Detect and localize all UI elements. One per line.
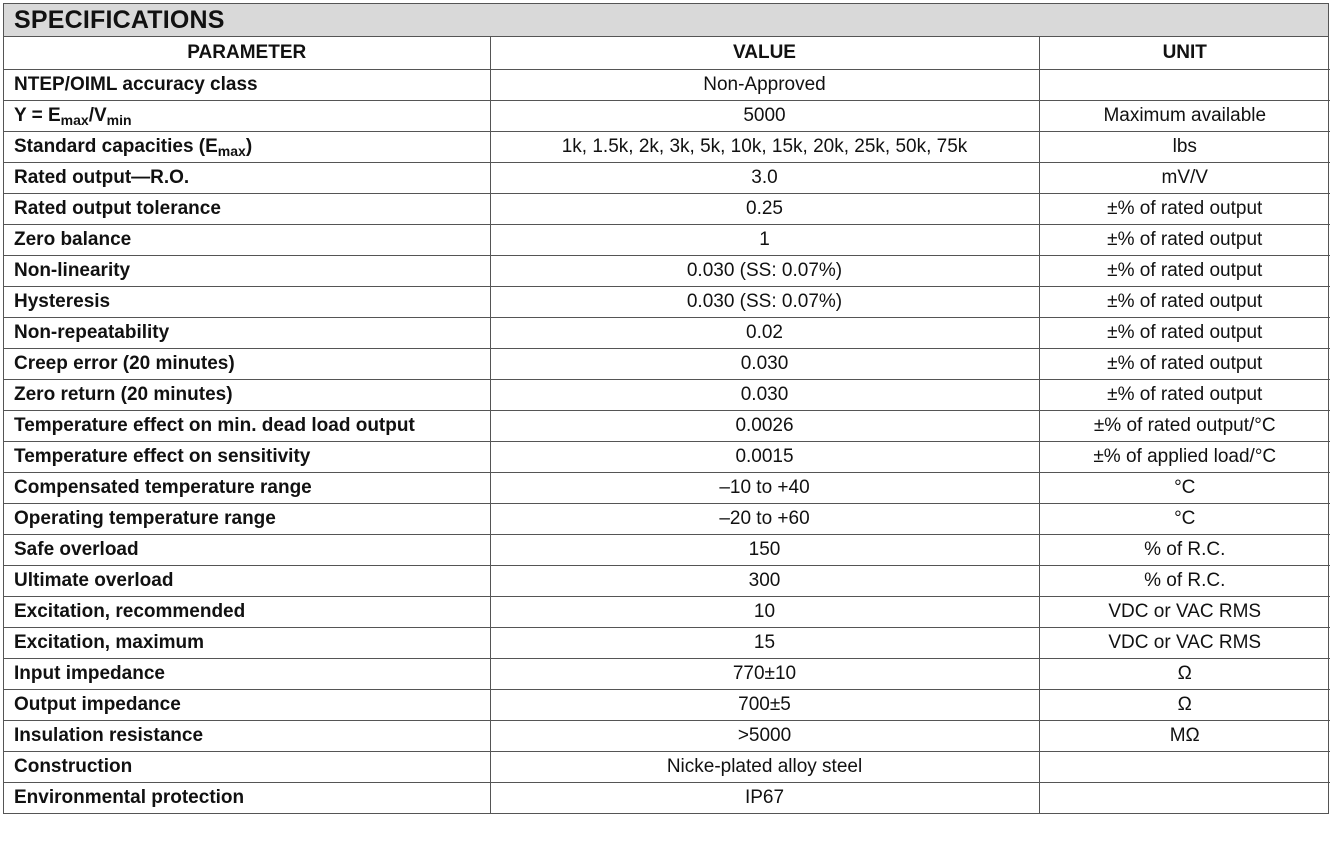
header-value: VALUE <box>490 37 1039 69</box>
table-row <box>4 596 1330 627</box>
table-row <box>4 503 1330 534</box>
unit-cell: lbs <box>1039 131 1330 162</box>
param-cell <box>4 131 490 162</box>
unit-cell: VDC or VAC RMS <box>1039 627 1330 658</box>
unit-cell: °C <box>1039 503 1330 534</box>
value-cell: 5000 <box>490 100 1039 131</box>
table-row <box>4 100 1330 131</box>
table-row <box>4 348 1330 379</box>
param-cell <box>4 100 490 131</box>
param-cell: Rated output tolerance <box>4 193 490 224</box>
unit-cell: ±% of rated output <box>1039 317 1330 348</box>
value-cell: Nicke-plated alloy steel <box>490 751 1039 782</box>
value-cell: 10 <box>490 596 1039 627</box>
table-row <box>4 69 1330 100</box>
unit-cell <box>1039 782 1330 813</box>
unit-cell: % of R.C. <box>1039 565 1330 596</box>
value-cell: 0.25 <box>490 193 1039 224</box>
unit-cell: % of R.C. <box>1039 534 1330 565</box>
param-text: ) <box>245 135 253 157</box>
table-row <box>4 441 1330 472</box>
unit-cell: ±% of rated output/°C <box>1039 410 1330 441</box>
value-cell: 0.030 (SS: 0.07%) <box>490 255 1039 286</box>
table-row <box>4 751 1330 782</box>
param-cell: Zero return (20 minutes) <box>4 379 490 410</box>
unit-cell: ±% of rated output <box>1039 286 1330 317</box>
param-cell: Excitation, recommended <box>4 596 490 627</box>
table-row <box>4 410 1330 441</box>
param-cell: Safe overload <box>4 534 490 565</box>
param-cell: Operating temperature range <box>4 503 490 534</box>
table-row <box>4 162 1330 193</box>
value-cell: 150 <box>490 534 1039 565</box>
unit-cell: Ω <box>1039 658 1330 689</box>
value-cell: 0.0026 <box>490 410 1039 441</box>
table-row <box>4 782 1330 813</box>
value-cell: –10 to +40 <box>490 472 1039 503</box>
table-row <box>4 565 1330 596</box>
unit-cell: MΩ <box>1039 720 1330 751</box>
table-row <box>4 627 1330 658</box>
value-cell: 0.030 <box>490 379 1039 410</box>
table-row <box>4 224 1330 255</box>
table-row <box>4 379 1330 410</box>
unit-cell: Maximum available <box>1039 100 1330 131</box>
value-cell: 1k, 1.5k, 2k, 3k, 5k, 10k, 15k, 20k, 25k, 50k, 75k <box>490 131 1039 162</box>
table-row <box>4 131 1330 162</box>
unit-cell: ±% of rated output <box>1039 193 1330 224</box>
value-cell: –20 to +60 <box>490 503 1039 534</box>
param-subscript: min <box>106 111 132 128</box>
param-cell: Excitation, maximum <box>4 627 490 658</box>
param-cell: Hysteresis <box>4 286 490 317</box>
param-cell: Compensated temperature range <box>4 472 490 503</box>
value-cell: IP67 <box>490 782 1039 813</box>
value-cell: 1 <box>490 224 1039 255</box>
param-cell: Environmental protection <box>4 782 490 813</box>
unit-cell: VDC or VAC RMS <box>1039 596 1330 627</box>
unit-cell: ±% of rated output <box>1039 224 1330 255</box>
value-cell: 3.0 <box>490 162 1039 193</box>
unit-cell: °C <box>1039 472 1330 503</box>
param-text: Standard capacities (E <box>14 135 218 157</box>
value-cell: 770±10 <box>490 658 1039 689</box>
param-cell: Non-repeatability <box>4 317 490 348</box>
table-row <box>4 193 1330 224</box>
param-cell: Ultimate overload <box>4 565 490 596</box>
value-cell: Non-Approved <box>490 69 1039 100</box>
unit-cell: ±% of rated output <box>1039 255 1330 286</box>
param-cell: Input impedance <box>4 658 490 689</box>
specifications-table-container <box>3 3 1329 814</box>
value-cell: 0.0015 <box>490 441 1039 472</box>
param-cell: Output impedance <box>4 689 490 720</box>
table-row <box>4 658 1330 689</box>
table-title: SPECIFICATIONS <box>4 4 1328 37</box>
value-cell: 0.030 (SS: 0.07%) <box>490 286 1039 317</box>
value-cell: 0.030 <box>490 348 1039 379</box>
value-cell: 300 <box>490 565 1039 596</box>
table-body <box>4 69 1330 813</box>
param-cell: Insulation resistance <box>4 720 490 751</box>
unit-cell <box>1039 751 1330 782</box>
table-row <box>4 255 1330 286</box>
unit-cell: mV/V <box>1039 162 1330 193</box>
table-row <box>4 472 1330 503</box>
table-row <box>4 286 1330 317</box>
value-cell: 700±5 <box>490 689 1039 720</box>
param-cell: Temperature effect on min. dead load output <box>4 410 490 441</box>
table-row <box>4 317 1330 348</box>
value-cell: 0.02 <box>490 317 1039 348</box>
unit-cell: ±% of rated output <box>1039 379 1330 410</box>
header-unit: UNIT <box>1039 37 1330 69</box>
param-cell: NTEP/OIML accuracy class <box>4 69 490 100</box>
param-text: Y = E <box>14 104 61 126</box>
param-subscript: max <box>217 142 246 159</box>
specifications-table <box>4 37 1330 813</box>
unit-cell <box>1039 69 1330 100</box>
unit-cell: Ω <box>1039 689 1330 720</box>
param-cell: Rated output—R.O. <box>4 162 490 193</box>
value-cell: 15 <box>490 627 1039 658</box>
param-cell: Temperature effect on sensitivity <box>4 441 490 472</box>
param-cell: Non-linearity <box>4 255 490 286</box>
unit-cell: ±% of applied load/°C <box>1039 441 1330 472</box>
header-parameter: PARAMETER <box>4 37 490 69</box>
value-cell: >5000 <box>490 720 1039 751</box>
param-cell: Construction <box>4 751 490 782</box>
table-row <box>4 689 1330 720</box>
unit-cell: ±% of rated output <box>1039 348 1330 379</box>
table-row <box>4 534 1330 565</box>
param-cell: Creep error (20 minutes) <box>4 348 490 379</box>
table-row <box>4 720 1330 751</box>
header-row <box>4 37 1330 69</box>
param-cell: Zero balance <box>4 224 490 255</box>
param-subscript: max <box>60 111 89 128</box>
param-text: /V <box>88 104 107 126</box>
